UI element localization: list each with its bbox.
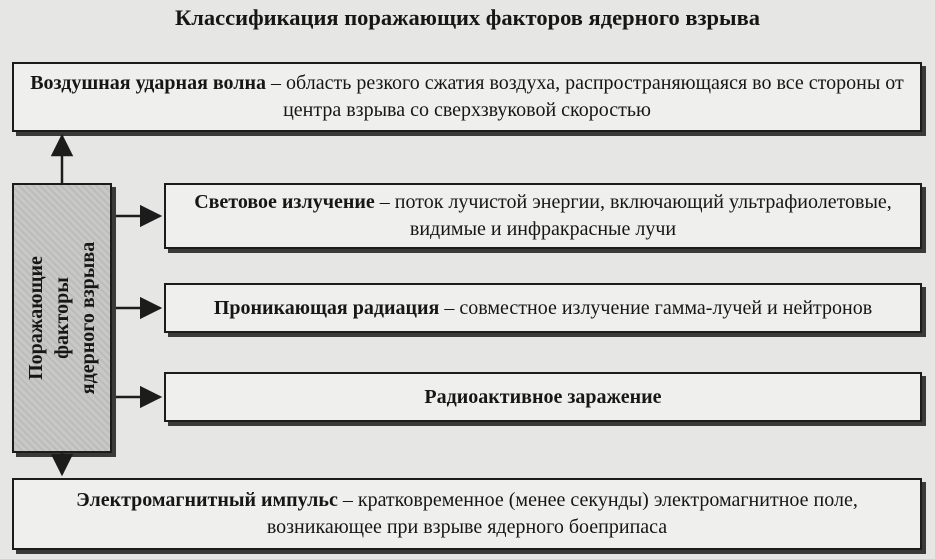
light-radiation-desc: – поток лучистой энергии, включающий ультрафиолетовые, видимые и инфракрасные лучи [374, 191, 892, 240]
central-label-line3: ядерного взрыва [77, 241, 99, 395]
penetrating-radiation-desc: – совместное излучение гамма-лучей и нейтронов [439, 296, 873, 319]
penetrating-radiation-term: Проникающая радиация [213, 296, 440, 319]
diagram-title: Классификация поражающих факторов ядерного взрыва [174, 5, 761, 30]
emp-term: Электромагнитный импульс [76, 489, 338, 511]
light-radiation-term: Световое излучение [194, 191, 375, 213]
shock-wave-term: Воздушная ударная волна [30, 72, 267, 94]
emp-desc: – кратковременное (менее секунды) электромагнитное поле, возникающее при взрыве ядерного боеприпаса [266, 489, 858, 538]
central-label-line2: факторы [51, 277, 73, 359]
shock-wave-desc: – область резкого сжатия воздуха, распространяющаяся во все стороны от центра взрыва со сверхзвуковой скоростью [266, 72, 904, 121]
radioactive-contamination-term: Радиоактивное заражение [424, 385, 662, 408]
central-label-line1: Поражающие [25, 256, 47, 380]
